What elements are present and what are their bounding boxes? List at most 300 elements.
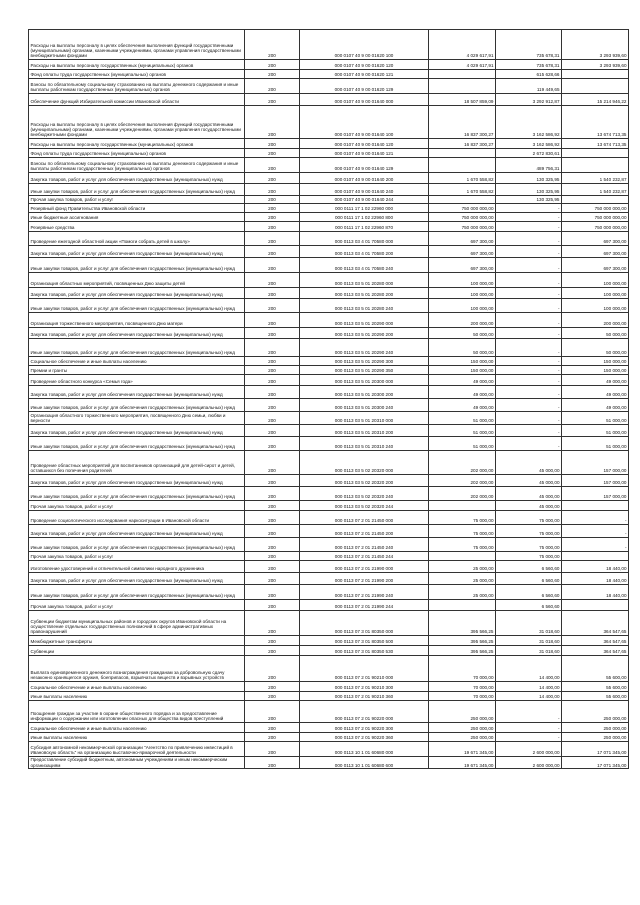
table-row bbox=[29, 258, 629, 273]
table-row bbox=[29, 79, 629, 94]
row-admin-code: 200 bbox=[245, 733, 300, 742]
row-approved-amount: 75 000,00 bbox=[429, 538, 496, 552]
row-admin-code: 200 bbox=[245, 636, 300, 646]
row-name: Проведение областного конкурса «Семья года» bbox=[29, 375, 245, 386]
row-name: Иные закупки товаров, работ и услуг для обеспечения государственных (муниципальных) нужд bbox=[29, 399, 245, 412]
row-budget-classification-code: 000 0107 40 9 00 01620 120 bbox=[300, 60, 429, 70]
row-admin-code: 200 bbox=[245, 357, 300, 366]
table-row bbox=[29, 399, 629, 412]
table-row bbox=[29, 339, 629, 357]
row-approved-amount: 750 000 000,00 bbox=[429, 204, 496, 213]
row-approved-amount bbox=[429, 196, 496, 204]
row-budget-classification-code: 000 0113 10 1 01 60680 600 bbox=[300, 757, 429, 769]
row-admin-code: 200 bbox=[245, 339, 300, 357]
row-admin-code: 200 bbox=[245, 258, 300, 273]
row-name: Проведение ежегодной областной акции «Помоги собрать детей в школу» bbox=[29, 232, 245, 246]
row-unexecuted-amount: 697 300,00 bbox=[562, 232, 629, 246]
row-unexecuted-amount: 50 000,00 bbox=[562, 328, 629, 339]
row-name: Социальное обеспечение и иные выплаты населению bbox=[29, 723, 245, 733]
table-row bbox=[29, 204, 629, 213]
row-admin-code: 200 bbox=[245, 149, 300, 158]
table-row bbox=[29, 475, 629, 487]
row-unexecuted-amount: 697 300,00 bbox=[562, 246, 629, 258]
row-name: Предоставление субсидий бюджетным, автономным учреждениям и иным некоммерческим организациям bbox=[29, 757, 245, 769]
row-approved-amount: 49 000,00 bbox=[429, 375, 496, 386]
row-unexecuted-amount: 250 000,00 bbox=[562, 701, 629, 723]
row-executed-amount: - bbox=[496, 246, 562, 258]
row-unexecuted-amount: 750 000 000,00 bbox=[562, 222, 629, 232]
row-unexecuted-amount bbox=[562, 501, 629, 511]
row-unexecuted-amount: 51 000,00 bbox=[562, 412, 629, 425]
table-row bbox=[29, 213, 629, 222]
row-name: Межбюджетные трансферты bbox=[29, 636, 245, 646]
row-name: Прочая закупка товаров, работ и услуг bbox=[29, 501, 245, 511]
row-executed-amount: 3 162 586,92 bbox=[496, 139, 562, 149]
row-approved-amount: 49 000,00 bbox=[429, 399, 496, 412]
row-approved-amount: 250 000,00 bbox=[429, 701, 496, 723]
row-approved-amount: 750 000 000,00 bbox=[429, 222, 496, 232]
row-budget-classification-code: 000 0113 03 5 01 20310 240 bbox=[300, 437, 429, 451]
row-executed-amount: 14 400,00 bbox=[496, 692, 562, 701]
row-approved-amount: 100 000,00 bbox=[429, 273, 496, 288]
row-executed-amount: - bbox=[496, 299, 562, 313]
table-row bbox=[29, 511, 629, 525]
row-name: Иные закупки товаров, работ и услуг для обеспечения государственных (муниципальных) нужд bbox=[29, 184, 245, 196]
row-name: Закупка товаров, работ и услуг для обеспечения государственных (муниципальных) нужд bbox=[29, 288, 245, 299]
row-admin-code: 200 bbox=[245, 646, 300, 656]
row-budget-classification-code: 000 0113 03 5 01 20310 200 bbox=[300, 425, 429, 437]
row-executed-amount: - bbox=[496, 437, 562, 451]
row-name: Иные выплаты населению bbox=[29, 692, 245, 701]
budget-execution-document bbox=[28, 29, 628, 769]
row-budget-classification-code: 000 0107 40 9 00 01640 240 bbox=[300, 184, 429, 196]
row-executed-amount: - bbox=[496, 232, 562, 246]
row-budget-classification-code: 000 0113 10 1 01 60680 000 bbox=[300, 742, 429, 757]
row-executed-amount: - bbox=[496, 366, 562, 375]
row-budget-classification-code: 000 0111 17 1 02 22960 800 bbox=[300, 213, 429, 222]
row-approved-amount: 70 000,00 bbox=[429, 682, 496, 692]
row-unexecuted-amount bbox=[562, 149, 629, 158]
row-unexecuted-amount: - bbox=[562, 511, 629, 525]
table-row bbox=[29, 600, 629, 611]
row-executed-amount: 489 756,31 bbox=[496, 158, 562, 173]
row-unexecuted-amount bbox=[562, 158, 629, 173]
row-unexecuted-amount: 364 547,65 bbox=[562, 636, 629, 646]
row-budget-classification-code: 000 0113 03 5 01 20300 000 bbox=[300, 375, 429, 386]
row-name: Фонд оплаты труда государственных (муниципальных) органов bbox=[29, 149, 245, 158]
row-budget-classification-code: 000 0113 07 3 01 80350 000 bbox=[300, 611, 429, 636]
row-name: Прочая закупка товаров, работ и услуг bbox=[29, 552, 245, 561]
row-unexecuted-amount: 364 547,65 bbox=[562, 611, 629, 636]
row-admin-code: 200 bbox=[245, 501, 300, 511]
row-unexecuted-amount: 3 293 939,60 bbox=[562, 60, 629, 70]
row-approved-amount: 100 000,00 bbox=[429, 299, 496, 313]
row-unexecuted-amount: 55 600,00 bbox=[562, 656, 629, 682]
row-budget-classification-code: 000 0113 07 2 01 21450 200 bbox=[300, 525, 429, 538]
row-name: Субсидия автономной некоммерческой организации "Агентство по привлечению инвестиций в Ивановскую область" на организацию выставочно-ярмарочной деятельности bbox=[29, 742, 245, 757]
row-approved-amount: 750 000 000,00 bbox=[429, 213, 496, 222]
row-executed-amount: 75 000,00 bbox=[496, 525, 562, 538]
row-approved-amount: 75 000,00 bbox=[429, 511, 496, 525]
row-unexecuted-amount: 15 214 946,22 bbox=[562, 94, 629, 106]
table-row bbox=[29, 328, 629, 339]
row-name: Иные закупки товаров, работ и услуг для обеспечения государственных (муниципальных) нужд bbox=[29, 437, 245, 451]
row-unexecuted-amount bbox=[562, 70, 629, 79]
row-approved-amount: 51 000,00 bbox=[429, 425, 496, 437]
row-budget-classification-code: 000 0107 40 9 00 01640 100 bbox=[300, 106, 429, 139]
row-admin-code: 200 bbox=[245, 213, 300, 222]
table-row bbox=[29, 611, 629, 636]
row-approved-amount: 4 029 617,91 bbox=[429, 30, 496, 60]
row-budget-classification-code: 000 0113 03 5 01 20290 000 bbox=[300, 313, 429, 328]
row-approved-amount: 202 000,00 bbox=[429, 475, 496, 487]
row-name: Иные бюджетные ассигнования bbox=[29, 213, 245, 222]
table-row bbox=[29, 437, 629, 451]
row-name: Закупка товаров, работ и услуг для обеспечения государственных (муниципальных) нужд bbox=[29, 386, 245, 399]
row-admin-code: 200 bbox=[245, 487, 300, 501]
row-name: Организация областных мероприятий, посвященных Дню защиты детей bbox=[29, 273, 245, 288]
row-admin-code: 200 bbox=[245, 196, 300, 204]
row-unexecuted-amount: 49 000,00 bbox=[562, 375, 629, 386]
row-name: Резервный фонд Правительства Ивановской области bbox=[29, 204, 245, 213]
row-approved-amount: 18 507 859,09 bbox=[429, 94, 496, 106]
row-admin-code: 200 bbox=[245, 328, 300, 339]
row-unexecuted-amount: 750 000 000,00 bbox=[562, 213, 629, 222]
row-budget-classification-code: 000 0113 07 2 01 21990 000 bbox=[300, 561, 429, 573]
row-admin-code: 200 bbox=[245, 386, 300, 399]
row-approved-amount: 51 000,00 bbox=[429, 437, 496, 451]
row-approved-amount: 75 000,00 bbox=[429, 525, 496, 538]
row-approved-amount: 50 000,00 bbox=[429, 328, 496, 339]
row-budget-classification-code: 000 0113 07 2 01 90210 300 bbox=[300, 682, 429, 692]
row-unexecuted-amount bbox=[562, 552, 629, 561]
row-name: Закупка товаров, работ и услуг для обеспечения государственных (муниципальных) нужд bbox=[29, 525, 245, 538]
row-admin-code: 200 bbox=[245, 94, 300, 106]
table-row bbox=[29, 487, 629, 501]
table-row bbox=[29, 757, 629, 769]
row-unexecuted-amount: 1 540 232,87 bbox=[562, 173, 629, 184]
row-executed-amount: - bbox=[496, 425, 562, 437]
row-executed-amount: - bbox=[496, 723, 562, 733]
row-admin-code: 200 bbox=[245, 273, 300, 288]
table-row bbox=[29, 232, 629, 246]
table-row bbox=[29, 636, 629, 646]
row-unexecuted-amount: 18 440,00 bbox=[562, 573, 629, 585]
row-admin-code: 200 bbox=[245, 552, 300, 561]
row-admin-code: 200 bbox=[245, 692, 300, 701]
row-executed-amount: 45 000,00 bbox=[496, 451, 562, 475]
row-name: Закупка товаров, работ и услуг для обеспечения государственных (муниципальных) нужд bbox=[29, 328, 245, 339]
row-unexecuted-amount: 49 000,00 bbox=[562, 386, 629, 399]
row-name: Иные закупки товаров, работ и услуг для обеспечения государственных (муниципальных) нужд bbox=[29, 299, 245, 313]
row-unexecuted-amount: 3 293 939,60 bbox=[562, 30, 629, 60]
row-approved-amount: 250 000,00 bbox=[429, 733, 496, 742]
row-name: Организация торжественного мероприятия, посвященного Дню матери bbox=[29, 313, 245, 328]
row-executed-amount: 130 325,95 bbox=[496, 184, 562, 196]
row-budget-classification-code: 000 0113 03 4 01 70580 200 bbox=[300, 246, 429, 258]
table-row bbox=[29, 184, 629, 196]
table-row bbox=[29, 288, 629, 299]
row-budget-classification-code: 000 0113 03 5 01 20290 350 bbox=[300, 366, 429, 375]
row-executed-amount: - bbox=[496, 204, 562, 213]
row-budget-classification-code: 000 0113 07 2 01 90220 300 bbox=[300, 723, 429, 733]
row-admin-code: 200 bbox=[245, 79, 300, 94]
table-row bbox=[29, 561, 629, 573]
row-admin-code: 200 bbox=[245, 173, 300, 184]
table-row bbox=[29, 70, 629, 79]
table-row bbox=[29, 30, 629, 60]
row-executed-amount: - bbox=[496, 701, 562, 723]
row-budget-classification-code: 000 0107 40 9 00 01640 244 bbox=[300, 196, 429, 204]
row-unexecuted-amount: 157 000,00 bbox=[562, 475, 629, 487]
row-budget-classification-code: 000 0113 07 2 01 21450 000 bbox=[300, 511, 429, 525]
row-approved-amount: 50 000,00 bbox=[429, 339, 496, 357]
row-executed-amount: 3 292 912,87 bbox=[496, 94, 562, 106]
row-budget-classification-code: 000 0113 03 5 02 20320 200 bbox=[300, 475, 429, 487]
table-row bbox=[29, 386, 629, 399]
table-row bbox=[29, 425, 629, 437]
row-name: Иные закупки товаров, работ и услуг для обеспечения государственных (муниципальных) нужд bbox=[29, 339, 245, 357]
row-unexecuted-amount: 157 000,00 bbox=[562, 487, 629, 501]
row-approved-amount: 16 837 300,27 bbox=[429, 139, 496, 149]
row-approved-amount bbox=[429, 600, 496, 611]
row-name: Проведение социологического исследования наркоситуации в Ивановской области bbox=[29, 511, 245, 525]
row-admin-code: 200 bbox=[245, 585, 300, 600]
row-admin-code: 200 bbox=[245, 538, 300, 552]
row-name: Иные закупки товаров, работ и услуг для обеспечения государственных (муниципальных) нужд bbox=[29, 487, 245, 501]
row-approved-amount: 51 000,00 bbox=[429, 412, 496, 425]
row-admin-code: 200 bbox=[245, 475, 300, 487]
row-admin-code: 200 bbox=[245, 30, 300, 60]
row-budget-classification-code: 000 0111 17 1 02 22960 870 bbox=[300, 222, 429, 232]
row-admin-code: 200 bbox=[245, 246, 300, 258]
row-name: Субвенции бюджетам муниципальных районов и городских округов Ивановской области на осуществление отдельных государственных полномочий в сфере административных правонарушений bbox=[29, 611, 245, 636]
row-executed-amount: 3 162 586,92 bbox=[496, 106, 562, 139]
row-approved-amount: 25 000,00 bbox=[429, 585, 496, 600]
row-approved-amount: 1 670 558,82 bbox=[429, 184, 496, 196]
row-admin-code: 200 bbox=[245, 158, 300, 173]
table-row bbox=[29, 366, 629, 375]
row-admin-code: 200 bbox=[245, 437, 300, 451]
row-executed-amount: 6 560,60 bbox=[496, 561, 562, 573]
row-executed-amount: 130 325,95 bbox=[496, 196, 562, 204]
row-budget-classification-code: 000 0113 07 2 01 90220 000 bbox=[300, 701, 429, 723]
row-unexecuted-amount: 697 300,00 bbox=[562, 258, 629, 273]
row-budget-classification-code: 000 0113 03 5 01 20300 240 bbox=[300, 399, 429, 412]
row-budget-classification-code: 000 0113 07 2 01 90210 000 bbox=[300, 656, 429, 682]
row-budget-classification-code: 000 0107 40 9 00 01640 120 bbox=[300, 139, 429, 149]
row-name: Резервные средства bbox=[29, 222, 245, 232]
row-admin-code: 200 bbox=[245, 139, 300, 149]
row-budget-classification-code: 000 0113 03 4 01 70580 000 bbox=[300, 232, 429, 246]
row-budget-classification-code: 000 0113 03 5 01 20280 000 bbox=[300, 273, 429, 288]
row-executed-amount: 14 400,00 bbox=[496, 682, 562, 692]
table-row bbox=[29, 742, 629, 757]
row-executed-amount: 45 000,00 bbox=[496, 487, 562, 501]
row-executed-amount: - bbox=[496, 258, 562, 273]
row-unexecuted-amount: 100 000,00 bbox=[562, 299, 629, 313]
row-admin-code: 200 bbox=[245, 60, 300, 70]
row-unexecuted-amount: - bbox=[562, 525, 629, 538]
row-admin-code: 200 bbox=[245, 525, 300, 538]
row-admin-code: 200 bbox=[245, 375, 300, 386]
row-admin-code: 200 bbox=[245, 757, 300, 769]
row-name: Поощрение граждан за участие в охране общественного порядка и за предоставление информации о содержании или изготовлении опасных для общества видов преступлений bbox=[29, 701, 245, 723]
row-executed-amount: - bbox=[496, 412, 562, 425]
row-approved-amount: 200 000,00 bbox=[429, 313, 496, 328]
row-approved-amount: 697 300,00 bbox=[429, 258, 496, 273]
row-unexecuted-amount: 13 674 713,35 bbox=[562, 106, 629, 139]
row-executed-amount: 75 000,00 bbox=[496, 538, 562, 552]
row-unexecuted-amount: 17 071 345,00 bbox=[562, 742, 629, 757]
table-row bbox=[29, 692, 629, 701]
table-row bbox=[29, 196, 629, 204]
row-unexecuted-amount: 100 000,00 bbox=[562, 288, 629, 299]
table-body bbox=[29, 30, 629, 769]
table-row bbox=[29, 552, 629, 561]
row-budget-classification-code: 000 0113 03 5 01 20290 200 bbox=[300, 328, 429, 339]
row-executed-amount: - bbox=[496, 357, 562, 366]
row-admin-code: 200 bbox=[245, 288, 300, 299]
table-row bbox=[29, 60, 629, 70]
row-name: Расходы на выплаты персоналу в целях обеспечения выполнения функций государственными (муниципальными) органами, казенными учреждениями, органами управления государственными внебюджетными фондами bbox=[29, 106, 245, 139]
row-name: Иные закупки товаров, работ и услуг для обеспечения государственных (муниципальных) нужд bbox=[29, 538, 245, 552]
table-row bbox=[29, 94, 629, 106]
row-executed-amount: - bbox=[496, 313, 562, 328]
row-executed-amount: 2 672 830,61 bbox=[496, 149, 562, 158]
row-executed-amount: 130 325,95 bbox=[496, 173, 562, 184]
row-budget-classification-code: 000 0107 40 9 00 01640 200 bbox=[300, 173, 429, 184]
table-row bbox=[29, 158, 629, 173]
table-row bbox=[29, 357, 629, 366]
row-admin-code: 200 bbox=[245, 366, 300, 375]
row-budget-classification-code: 000 0113 03 5 01 20280 240 bbox=[300, 299, 429, 313]
row-name: Расходы на выплаты персоналу государственных (муниципальных) органов bbox=[29, 60, 245, 70]
row-unexecuted-amount: 17 071 345,00 bbox=[562, 757, 629, 769]
row-executed-amount: 75 000,00 bbox=[496, 552, 562, 561]
row-name: Взносы по обязательному социальному страхованию на выплаты денежного содержания и иные выплаты работникам государственных (муниципальных) органов bbox=[29, 158, 245, 173]
row-unexecuted-amount: 51 000,00 bbox=[562, 425, 629, 437]
table-row bbox=[29, 139, 629, 149]
row-executed-amount: - bbox=[496, 328, 562, 339]
row-unexecuted-amount: - bbox=[562, 538, 629, 552]
row-unexecuted-amount: 150 000,00 bbox=[562, 357, 629, 366]
row-name: Социальное обеспечение и иные выплаты населению bbox=[29, 357, 245, 366]
row-admin-code: 200 bbox=[245, 451, 300, 475]
row-admin-code: 200 bbox=[245, 742, 300, 757]
table-row bbox=[29, 149, 629, 158]
row-name: Закупка товаров, работ и услуг для обеспечения государственных (муниципальных) нужд bbox=[29, 573, 245, 585]
row-unexecuted-amount: 18 440,00 bbox=[562, 585, 629, 600]
row-name: Взносы по обязательному социальному страхованию на выплаты денежного содержания и иные выплаты работникам государственных (муниципальных) органов bbox=[29, 79, 245, 94]
row-admin-code: 200 bbox=[245, 573, 300, 585]
row-name: Расходы на выплаты персоналу государственных (муниципальных) органов bbox=[29, 139, 245, 149]
row-approved-amount: 150 000,00 bbox=[429, 357, 496, 366]
row-budget-classification-code: 000 0107 40 9 00 01620 129 bbox=[300, 79, 429, 94]
row-executed-amount: 31 018,60 bbox=[496, 636, 562, 646]
row-executed-amount: - bbox=[496, 733, 562, 742]
row-name: Прочая закупка товаров, работ и услуг bbox=[29, 600, 245, 611]
row-name: Изготовление удостоверений и отличительной символики народного дружинника bbox=[29, 561, 245, 573]
row-name: Закупка товаров, работ и услуг для обеспечения государственных (муниципальных) нужд bbox=[29, 173, 245, 184]
row-name: Прочая закупка товаров, работ и услуг bbox=[29, 196, 245, 204]
row-budget-classification-code: 000 0113 03 5 01 20290 300 bbox=[300, 357, 429, 366]
row-admin-code: 200 bbox=[245, 204, 300, 213]
row-approved-amount bbox=[429, 149, 496, 158]
row-executed-amount: 31 018,60 bbox=[496, 611, 562, 636]
row-unexecuted-amount bbox=[562, 196, 629, 204]
table-row bbox=[29, 646, 629, 656]
row-budget-classification-code: 000 0113 03 5 02 20320 244 bbox=[300, 501, 429, 511]
table-row bbox=[29, 412, 629, 425]
row-approved-amount: 202 000,00 bbox=[429, 487, 496, 501]
table-row bbox=[29, 733, 629, 742]
row-executed-amount: - bbox=[496, 222, 562, 232]
row-approved-amount: 150 000,00 bbox=[429, 366, 496, 375]
row-unexecuted-amount: 250 000,00 bbox=[562, 733, 629, 742]
row-budget-classification-code: 000 0113 07 2 01 21990 200 bbox=[300, 573, 429, 585]
row-name: Закупка товаров, работ и услуг для обеспечения государственных (муниципальных) нужд bbox=[29, 246, 245, 258]
row-budget-classification-code: 000 0113 07 3 01 80350 500 bbox=[300, 636, 429, 646]
row-approved-amount: 100 000,00 bbox=[429, 288, 496, 299]
row-executed-amount: 45 000,00 bbox=[496, 501, 562, 511]
row-name: Иные выплаты населению bbox=[29, 733, 245, 742]
table-row bbox=[29, 723, 629, 733]
row-executed-amount: 2 600 000,00 bbox=[496, 757, 562, 769]
row-unexecuted-amount: 55 600,00 bbox=[562, 682, 629, 692]
row-executed-amount: 31 018,60 bbox=[496, 646, 562, 656]
row-executed-amount: 14 400,00 bbox=[496, 656, 562, 682]
row-executed-amount: - bbox=[496, 339, 562, 357]
row-admin-code: 200 bbox=[245, 299, 300, 313]
table-row bbox=[29, 222, 629, 232]
row-name: Субвенции bbox=[29, 646, 245, 656]
row-name: Социальное обеспечение и иные выплаты населению bbox=[29, 682, 245, 692]
table-row bbox=[29, 246, 629, 258]
row-approved-amount: 70 000,00 bbox=[429, 692, 496, 701]
table-row bbox=[29, 106, 629, 139]
row-admin-code: 200 bbox=[245, 232, 300, 246]
row-unexecuted-amount: 100 000,00 bbox=[562, 273, 629, 288]
table-row bbox=[29, 538, 629, 552]
row-budget-classification-code: 000 0107 40 9 00 01640 129 bbox=[300, 158, 429, 173]
row-executed-amount: - bbox=[496, 375, 562, 386]
table-row bbox=[29, 501, 629, 511]
row-executed-amount: - bbox=[496, 288, 562, 299]
row-admin-code: 200 bbox=[245, 701, 300, 723]
row-budget-classification-code: 000 0113 07 2 01 90220 360 bbox=[300, 733, 429, 742]
row-admin-code: 200 bbox=[245, 70, 300, 79]
table-row bbox=[29, 299, 629, 313]
row-unexecuted-amount bbox=[562, 600, 629, 611]
row-approved-amount: 70 000,00 bbox=[429, 656, 496, 682]
row-name: Иные закупки товаров, работ и услуг для обеспечения государственных (муниципальных) нужд bbox=[29, 258, 245, 273]
row-admin-code: 200 bbox=[245, 412, 300, 425]
row-budget-classification-code: 000 0113 07 3 01 80350 530 bbox=[300, 646, 429, 656]
row-unexecuted-amount: 13 674 713,35 bbox=[562, 139, 629, 149]
row-approved-amount: 202 000,00 bbox=[429, 451, 496, 475]
row-unexecuted-amount: 200 000,00 bbox=[562, 313, 629, 328]
row-unexecuted-amount bbox=[562, 79, 629, 94]
row-approved-amount: 697 300,00 bbox=[429, 232, 496, 246]
row-admin-code: 200 bbox=[245, 313, 300, 328]
row-unexecuted-amount: 49 000,00 bbox=[562, 399, 629, 412]
row-executed-amount: 119 449,65 bbox=[496, 79, 562, 94]
row-executed-amount: - bbox=[496, 386, 562, 399]
row-admin-code: 200 bbox=[245, 682, 300, 692]
row-approved-amount: 19 671 345,00 bbox=[429, 742, 496, 757]
row-approved-amount bbox=[429, 501, 496, 511]
